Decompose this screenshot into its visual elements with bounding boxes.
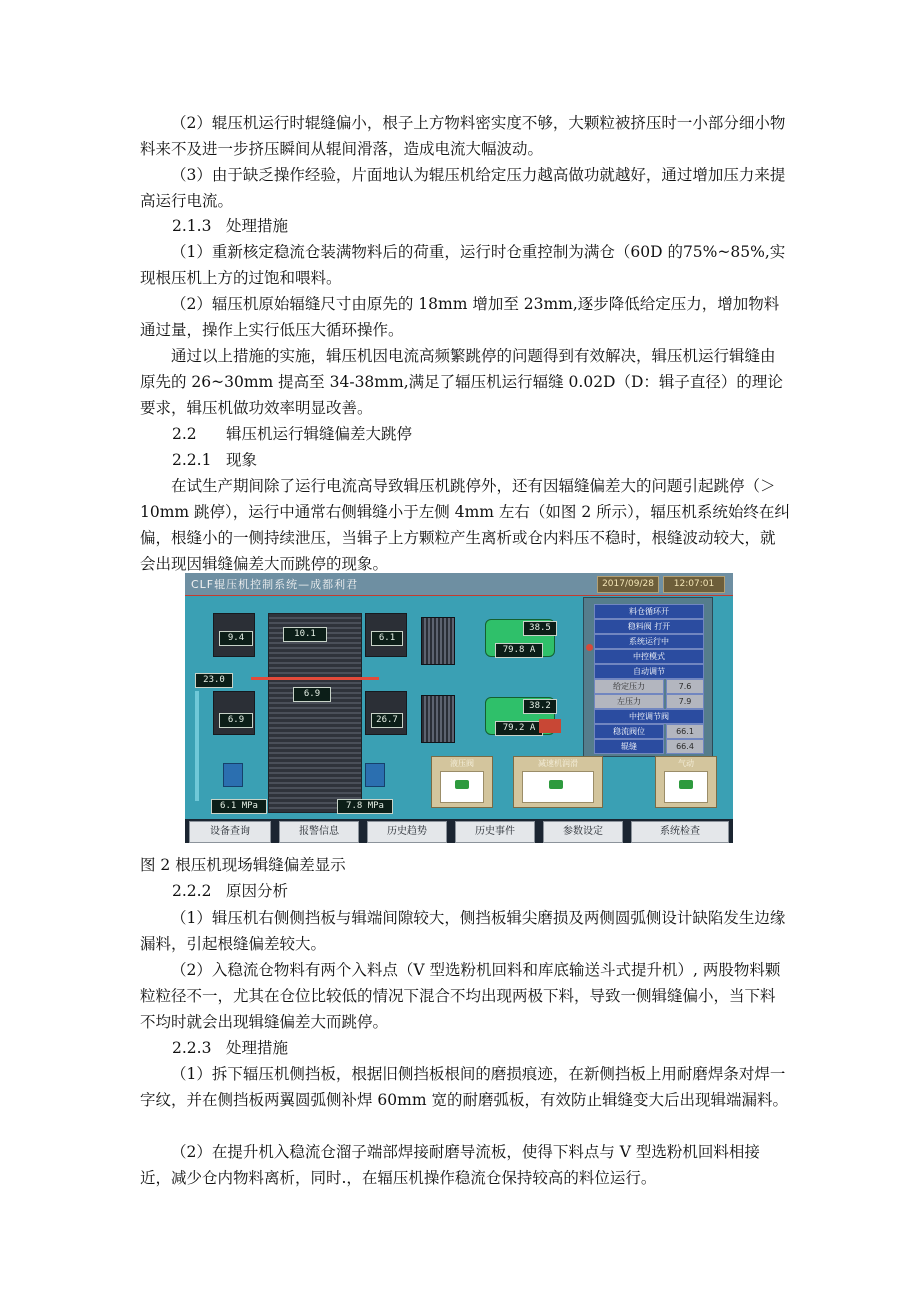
subpanel-label: 液压阀 (450, 759, 474, 768)
hmi-time: 12:07:01 (663, 576, 725, 593)
motor-current-bottom: 79.2 A (495, 721, 543, 736)
value-readout: 6.9 (293, 687, 331, 702)
subpanel-gear-lube[interactable] (513, 756, 603, 808)
paragraph: 通过以上措施的实施，辑压机因电流高频繁跳停的问题得到有效解决，辑压机运行辑缝由原先的 26~30mm 提高至 34-38mm,满足了辐压机运行辐缝 0.02D（D：辑子直径）的理论要求，辑压机做功效率明显改善。 (140, 347, 783, 417)
heading-number: 2.2.1 (172, 451, 212, 469)
paragraph: （2）在提升机入稳流仓溜子端部焊接耐磨导流板，使得下料点与 V 型选粉机回料相接近，减少仓内物料离析，同时.，在辐压机操作稳流仓保持较高的料位运行。 (140, 1143, 760, 1187)
status-item: 给定压力 (594, 679, 664, 694)
status-panel (583, 597, 713, 757)
hydraulic-cylinder-icon (365, 763, 385, 787)
status-value: 7.9 (666, 694, 704, 709)
value-readout: 10.1 (283, 627, 327, 642)
section-heading (172, 447, 257, 473)
paragraph: （2）辐压机原始辐缝尺寸由原先的 18mm 增加至 23mm,逐步降低给定压力，增加物料通过量，操作上实行低压大循环操作。 (140, 295, 780, 339)
value-readout: 6.1 (371, 631, 403, 646)
paragraph: （2）辊压机运行时辊缝偏小，根子上方物料密实度不够，大颗粒被挤压时一小部分细小物料来不及进一步挤压瞬间从辊间滑落，造成电流大幅波动。 (140, 114, 786, 158)
gearbox-icon (421, 695, 455, 743)
status-light-icon (455, 780, 469, 789)
section-heading (172, 1035, 288, 1061)
subpanel-hydraulic[interactable] (431, 756, 493, 808)
menu-alarm-info[interactable]: 报警信息 (279, 821, 359, 843)
paragraph: 在试生产期间除了运行电流高导致辑压机跳停外，还有因辐缝偏差大的问题引起跳停（＞10mm 跳停），运行中通常右侧辑缝小于左侧 4mm 左右（如图 2 所示），辐压机系统始终在纠偏，根缝小的一侧持续泄压，当辑子上方颗粒产生离析或仓内料压不稳时，根缝波动较大，就会出现因辑缝偏差大而跳停的现象。 (140, 477, 790, 573)
heading-text: 处理措施 (226, 1039, 289, 1057)
menu-history-trend[interactable]: 历史趋势 (367, 821, 447, 843)
paragraph: （2）入稳流仓物料有两个入料点（V 型选粉机回料和库底输送斗式提升机）, 两股物料颗粒粒径不一，尤其在仓位比较低的情况下混合不均出现两极下料，导致一侧辑缝偏小，当下料不均时就会出现辑缝偏差大而跳停。 (140, 961, 781, 1031)
menu-system-check[interactable]: 系统检查 (631, 821, 729, 843)
hmi-title: CLF辊压机控制系统—成都利君 (191, 578, 359, 591)
heading-text: 现象 (226, 451, 258, 469)
value-readout: 26.7 (371, 713, 403, 728)
menu-parameter-settings[interactable]: 参数设定 (543, 821, 623, 843)
heading-number: 2.2 (172, 425, 197, 443)
value-readout: 6.9 (219, 713, 253, 728)
section-heading (172, 878, 288, 904)
hmi-title-bar (185, 573, 733, 595)
heading-text: 处理措施 (226, 217, 289, 235)
hmi-date: 2017/09/28 (597, 576, 659, 593)
value-readout: 23.0 (195, 673, 233, 688)
subpanel-label: 减速机润滑 (538, 759, 578, 768)
status-value: 66.4 (666, 739, 704, 754)
pipe (195, 691, 199, 801)
status-light-icon (679, 780, 693, 789)
heading-text: 辑压机运行辑缝偏差大跳停 (226, 425, 413, 443)
gearbox-icon (421, 617, 455, 665)
heading-number: 2.1.3 (172, 217, 212, 235)
pressure-readout-left: 6.1 MPa (211, 799, 267, 814)
heading-text: 原因分析 (226, 882, 289, 900)
status-item: 中控模式 (594, 649, 704, 664)
status-item: 辊缝 (594, 739, 664, 754)
figure-caption: 图 2 根压机现场辑缝偏差显示 (140, 856, 346, 874)
section-heading (172, 213, 288, 239)
menu-history-events[interactable]: 历史事件 (455, 821, 535, 843)
roller-press-graphic (268, 613, 362, 813)
status-item: 中控调节阀 (594, 709, 704, 724)
paragraph: （3）由于缺乏操作经验，片面地认为辊压机给定压力越高做功就越好，通过增加压力来提高运行电流。 (140, 166, 786, 210)
heading-number: 2.2.3 (172, 1039, 212, 1057)
status-item: 系统运行中 (594, 634, 704, 649)
paragraph: （1）重新核定稳流仓装满物料后的荷重，运行时仓重控制为满仓（60D 的75%~85%,实现根压机上方的过饱和喂料。 (140, 243, 786, 287)
menu-device-query[interactable]: 设备查询 (189, 821, 271, 843)
motor-current-top: 79.8 A (495, 643, 543, 658)
subpanel-pneumatic[interactable] (655, 756, 717, 808)
heading-number: 2.2.2 (172, 882, 212, 900)
status-value: 66.1 (666, 724, 704, 739)
pressure-readout-right: 7.8 MPa (337, 799, 393, 814)
alarm-indicator (539, 719, 561, 733)
status-item: 稳料阀 打开 (594, 619, 704, 634)
divider (185, 595, 733, 596)
subpanel-label: 气动 (678, 759, 694, 768)
roller-gap-line (251, 677, 379, 680)
status-item: 料仓循环开 (594, 604, 704, 619)
status-item: 稳流阀位 (594, 724, 664, 739)
status-item: 自动调节 (594, 664, 704, 679)
value-readout: 38.5 (523, 621, 557, 636)
hmi-screenshot-figure (185, 573, 733, 843)
value-readout: 38.2 (523, 699, 557, 714)
status-value: 7.6 (666, 679, 704, 694)
status-item: 左压力 (594, 694, 664, 709)
status-light-icon (549, 780, 563, 789)
paragraph: （1）拆下辐压机侧挡板，根据旧侧挡板根间的磨损痕迹，在新侧挡板上用耐磨焊条对焊一字纹，并在侧挡板两翼圆弧侧补焊 60mm 宽的耐磨弧板，有效防止辑缝变大后出现辑端漏料。 (140, 1065, 788, 1109)
hydraulic-cylinder-icon (223, 763, 243, 787)
status-indicator-icon (586, 644, 593, 651)
section-heading (172, 421, 412, 447)
value-readout: 9.4 (219, 631, 253, 646)
paragraph: （1）辑压机右侧侧挡板与辑端间隙较大，侧挡板辑尖磨损及两侧圆弧侧设计缺陷发生边缘漏料，引起根缝偏差较大。 (140, 909, 786, 953)
hmi-menu-bar (185, 819, 733, 843)
